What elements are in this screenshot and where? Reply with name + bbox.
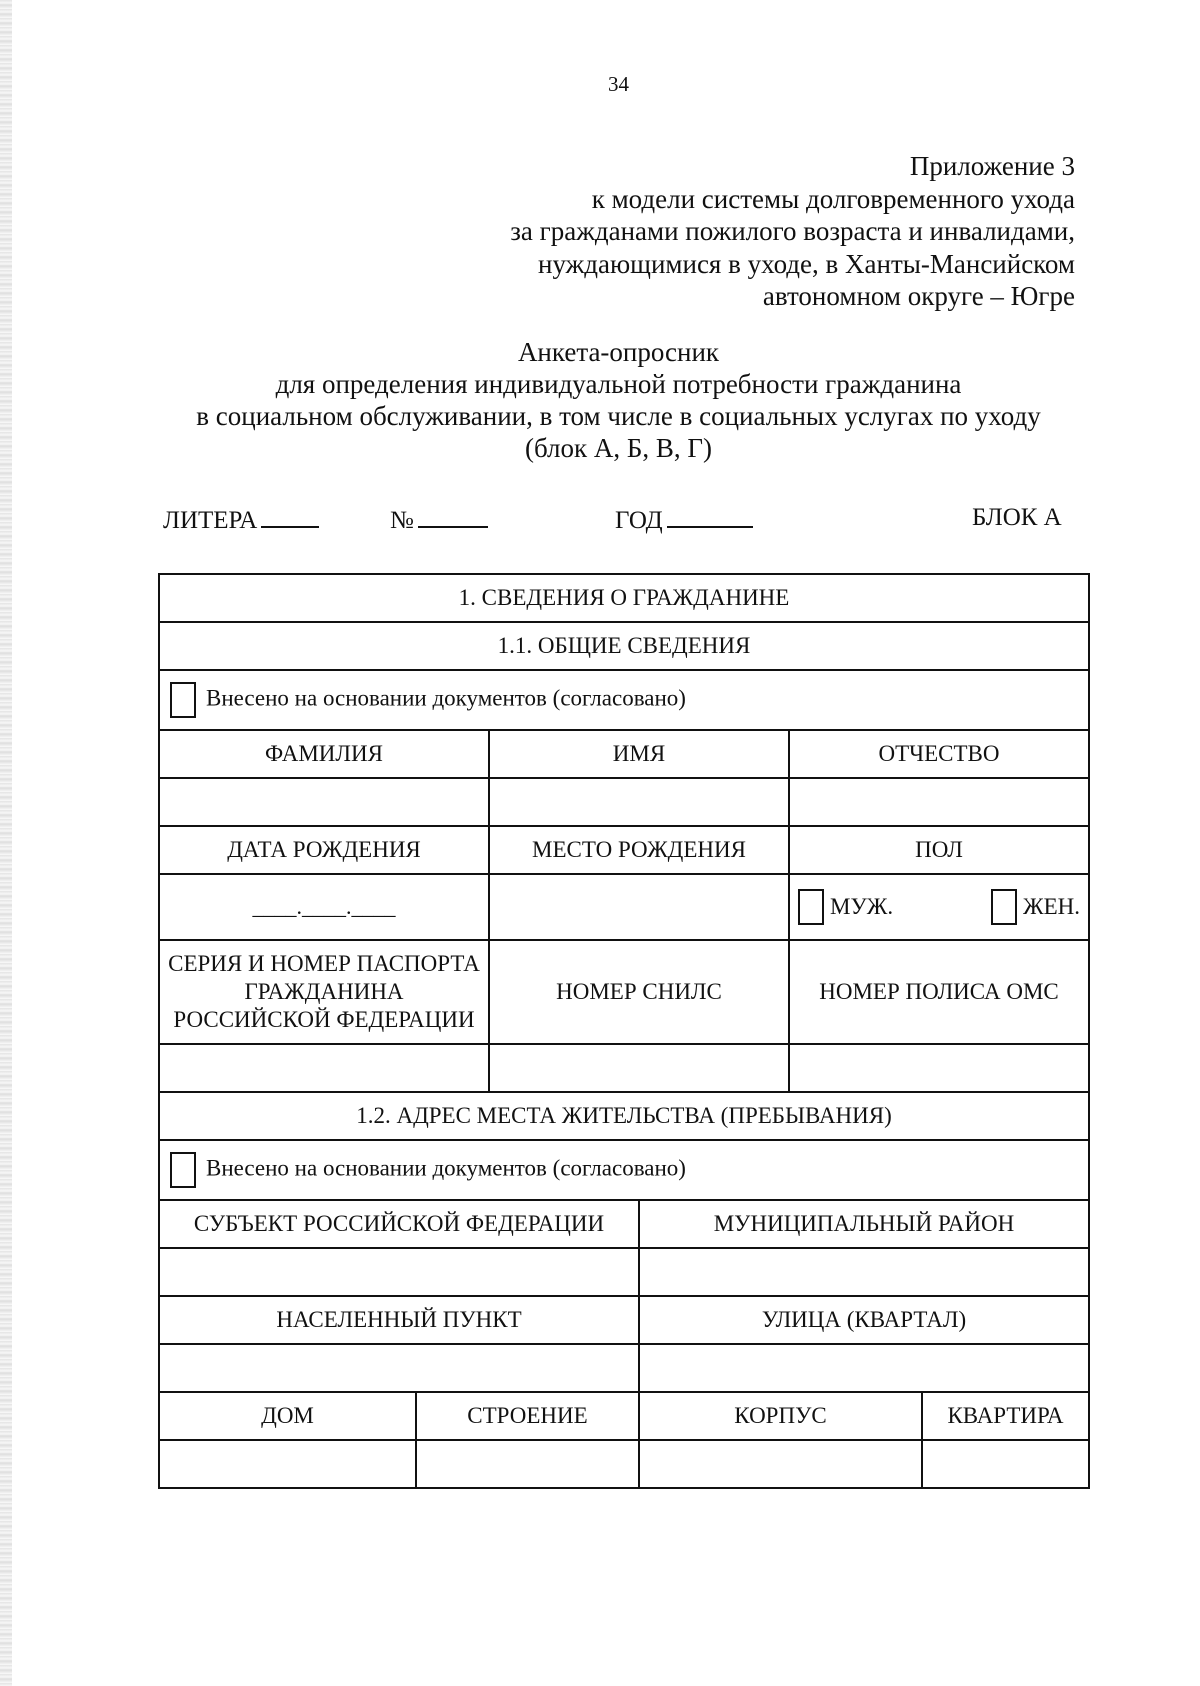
korpus-input[interactable] <box>639 1440 922 1488</box>
surname-input[interactable] <box>159 778 489 826</box>
settlement-input[interactable] <box>159 1344 639 1392</box>
documents-checkbox[interactable] <box>170 682 196 718</box>
block-label: БЛОК А <box>972 504 1062 531</box>
scan-edge <box>0 0 12 1686</box>
passport-input[interactable] <box>159 1044 489 1092</box>
documents-checkbox-row <box>159 670 1089 730</box>
title-line: для определения индивидуальной потребности гражданина <box>275 369 962 399</box>
gender-female-option[interactable] <box>991 889 1080 925</box>
number-blank[interactable] <box>418 504 488 528</box>
house-label: ДОМ <box>159 1392 416 1440</box>
oms-input[interactable] <box>789 1044 1089 1092</box>
passport-label: СЕРИЯ И НОМЕР ПАСПОРТА ГРАЖДАНИНА РОССИЙСКОЙ ФЕДЕРАЦИИ <box>159 940 489 1044</box>
male-checkbox[interactable] <box>798 889 824 925</box>
year-label: ГОД <box>615 507 663 534</box>
section-1-1-header: 1.1. ОБЩИЕ СВЕДЕНИЯ <box>159 622 1089 670</box>
patronymic-label: ОТЧЕСТВО <box>789 730 1089 778</box>
birth-date-input[interactable]: ____.____.____ <box>159 874 489 940</box>
subject-input[interactable] <box>159 1248 639 1296</box>
documents-checkbox-row-2 <box>159 1140 1089 1200</box>
appendix-line: к модели системы долговременного ухода <box>591 183 1075 214</box>
street-input[interactable] <box>639 1344 1089 1392</box>
form-title <box>0 336 1200 464</box>
litera-label: ЛИТЕРА <box>163 507 258 534</box>
birth-place-label: МЕСТО РОЖДЕНИЯ <box>489 826 789 874</box>
section-1-header: 1. СВЕДЕНИЯ О ГРАЖДАНИНЕ <box>159 574 1089 622</box>
documents-checkbox-label: Внесено на основании документов (согласовано) <box>206 685 686 711</box>
building-input[interactable] <box>416 1440 639 1488</box>
apartment-input[interactable] <box>922 1440 1089 1488</box>
litera-field <box>163 504 319 535</box>
appendix-line: автономном округе – Югре <box>762 281 1075 311</box>
oms-label: НОМЕР ПОЛИСА ОМС <box>789 940 1089 1044</box>
number-label: № <box>390 507 414 534</box>
building-label: СТРОЕНИЕ <box>416 1392 639 1440</box>
street-label: УЛИЦА (КВАРТАЛ) <box>639 1296 1089 1344</box>
subject-label: СУБЪЕКТ РОССИЙСКОЙ ФЕДЕРАЦИИ <box>159 1200 639 1248</box>
gender-male-option[interactable] <box>798 889 893 925</box>
litera-blank[interactable] <box>261 504 319 528</box>
gender-options <box>789 874 1089 940</box>
documents-checkbox-2[interactable] <box>170 1152 196 1188</box>
house-input[interactable] <box>159 1440 416 1488</box>
appendix-line: за гражданами пожилого возраста и инвалидами, <box>510 216 1075 246</box>
title-line: в социальном обслуживании, в том числе в социальных услугах по уходу <box>196 401 1041 431</box>
title-line: Анкета-опросник <box>517 337 720 367</box>
apartment-label: КВАРТИРА <box>922 1392 1089 1440</box>
birth-place-input[interactable] <box>489 874 789 940</box>
patronymic-input[interactable] <box>789 778 1089 826</box>
settlement-label: НАСЕЛЕННЫЙ ПУНКТ <box>159 1296 639 1344</box>
snils-input[interactable] <box>489 1044 789 1092</box>
gender-label: ПОЛ <box>789 826 1089 874</box>
section-1-2-header: 1.2. АДРЕС МЕСТА ЖИТЕЛЬСТВА (ПРЕБЫВАНИЯ) <box>159 1092 1089 1140</box>
birth-date-label: ДАТА РОЖДЕНИЯ <box>159 826 489 874</box>
female-label: ЖЕН. <box>1022 894 1080 919</box>
korpus-label: КОРПУС <box>639 1392 922 1440</box>
name-label: ИМЯ <box>489 730 789 778</box>
male-label: МУЖ. <box>830 894 894 919</box>
citizen-form-table <box>158 573 1090 1489</box>
name-input[interactable] <box>489 778 789 826</box>
number-field <box>390 504 488 535</box>
page-number: 34 <box>608 72 629 96</box>
title-line: (блок А, Б, В, Г) <box>524 433 712 463</box>
documents-checkbox-label-2: Внесено на основании документов (согласовано) <box>206 1155 686 1181</box>
appendix-line: нуждающимися в уходе, в Ханты-Мансийском <box>538 248 1075 279</box>
surname-label: ФАМИЛИЯ <box>159 730 489 778</box>
district-input[interactable] <box>639 1248 1089 1296</box>
appendix-line: Приложение 3 <box>909 151 1075 181</box>
district-label: МУНИЦИПАЛЬНЫЙ РАЙОН <box>639 1200 1089 1248</box>
year-blank[interactable] <box>667 504 753 528</box>
appendix-header <box>510 150 1075 313</box>
year-field <box>615 504 753 535</box>
snils-label: НОМЕР СНИЛС <box>489 940 789 1044</box>
female-checkbox[interactable] <box>991 889 1017 925</box>
